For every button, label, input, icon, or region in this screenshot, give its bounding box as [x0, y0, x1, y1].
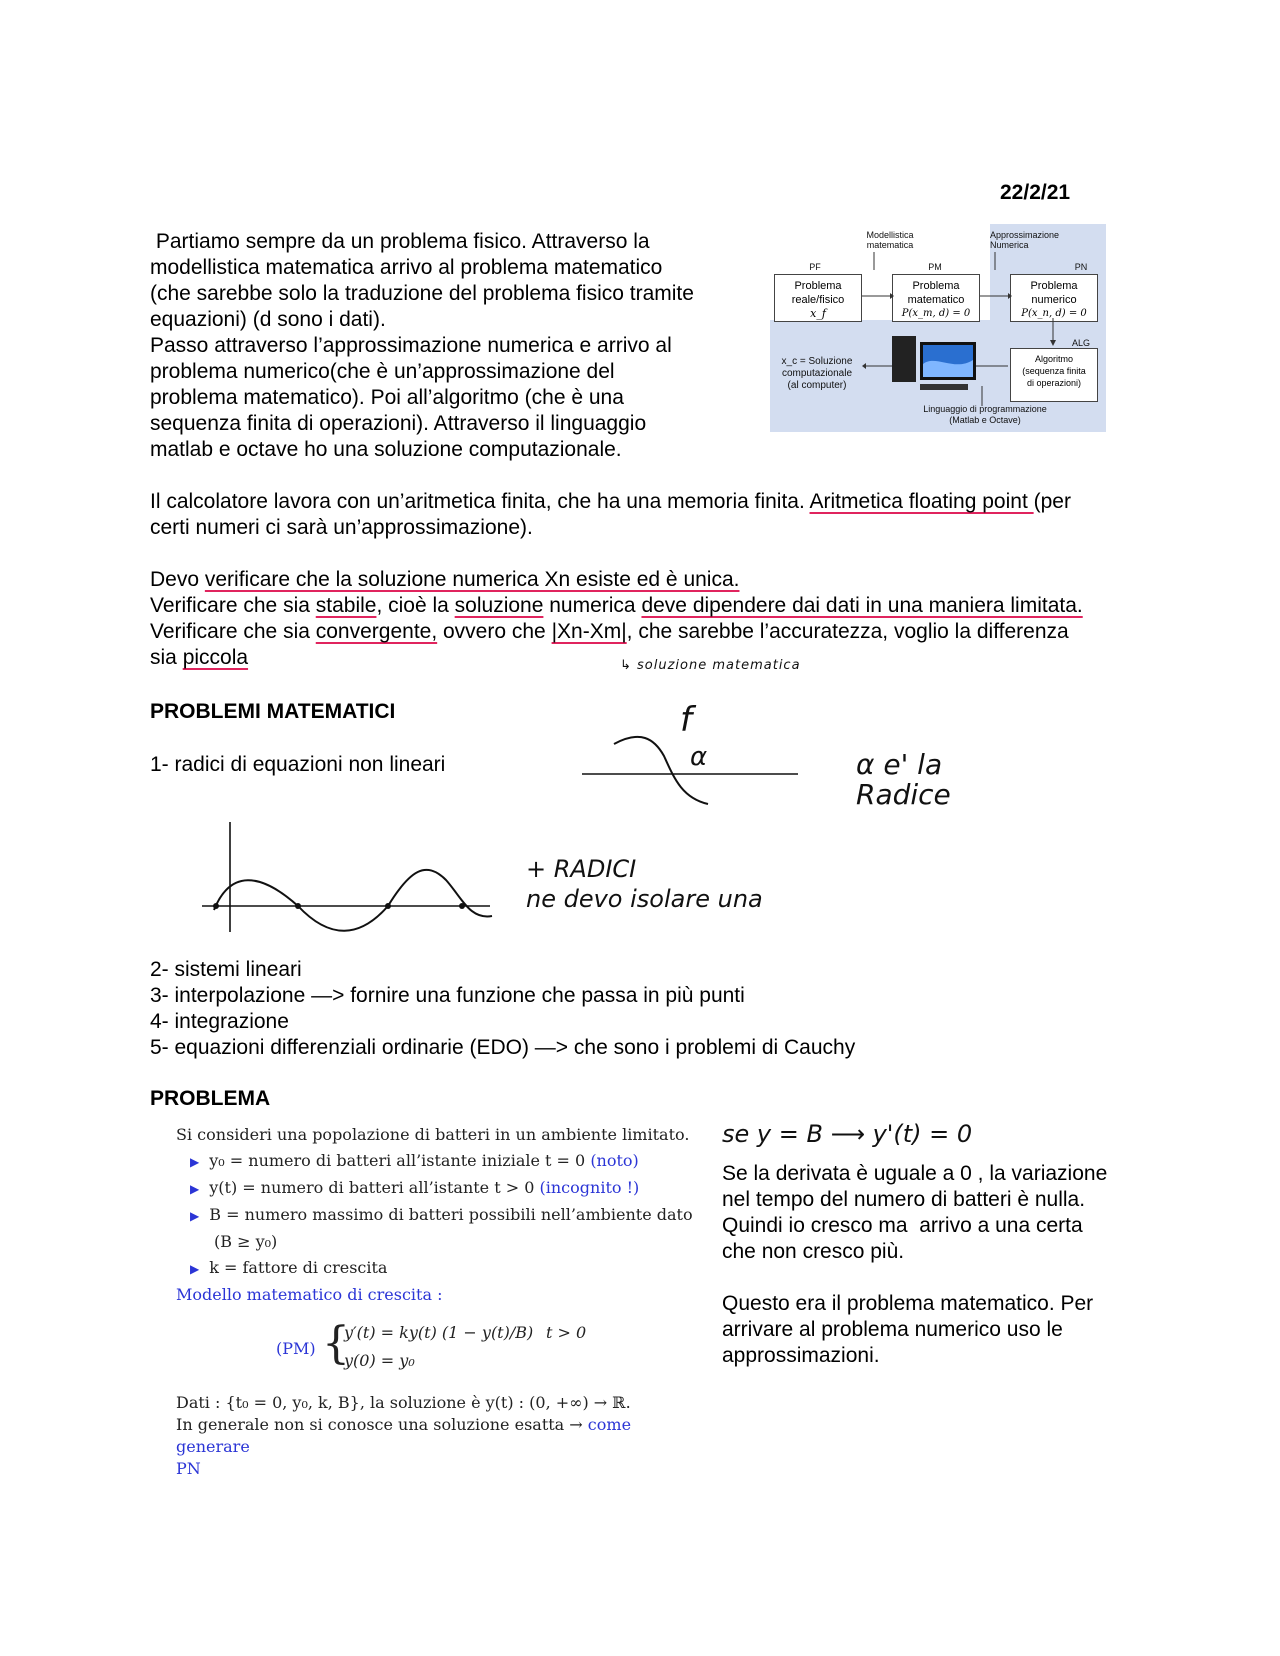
hand-line: Radice [856, 778, 951, 811]
pm-equation [176, 1316, 696, 1382]
text: certi numeri ci sarà un’approssimazione). [150, 516, 533, 539]
bullet-icon: ▶ [190, 1182, 200, 1196]
text: In generale non si conosce una soluzione esatta → [176, 1415, 588, 1434]
box-text: Problema [912, 280, 960, 292]
text-line: arrivare al problema numerico uso le [722, 1318, 1063, 1341]
underlined-text: convergente, [315, 620, 438, 643]
handwritten-f: f [680, 700, 692, 740]
text-line: Se la derivata è uguale a 0 , la variazione [722, 1162, 1108, 1185]
intro-paragraph [150, 229, 730, 463]
intro-line: matlab e octave ho una soluzione computazionale. [150, 438, 622, 461]
equation-2: y(0) = y₀ [344, 1351, 415, 1370]
approssimazione-label: Approssimazione Numerica [990, 230, 1060, 250]
pm-label: PM [928, 262, 942, 272]
pn-label: PN [1074, 262, 1088, 272]
text: ovvero che [437, 620, 552, 643]
handwritten-note-solution: ↳ soluzione matematica [620, 658, 801, 673]
text: sia [150, 646, 183, 669]
lang-text: Linguaggio di programmazione [923, 404, 1047, 414]
date: 22/2/21 [1000, 181, 1071, 204]
intro-line: (che sarebbe solo la traduzione del problema fisico tramite [150, 282, 694, 305]
box-text: matematico [907, 294, 965, 306]
box-text: Algoritmo [1034, 354, 1073, 364]
text-line: Quindi io cresco ma arrivo a una certa [722, 1214, 1083, 1237]
list-item-2: 2- sistemi lineari [150, 958, 302, 981]
bullet-4 [176, 1255, 696, 1282]
box-text: di operazioni) [1026, 378, 1082, 388]
bullet-text: k = fattore di crescita [209, 1258, 388, 1277]
list-item-3: 3- interpolazione —> fornire una funzione che passa in più punti [150, 984, 745, 1007]
text: Devo [150, 568, 205, 591]
bullet-icon: ▶ [190, 1262, 200, 1276]
text: Il calcolatore lavora con un’aritmetica finita, che ha una memoria finita. [150, 490, 810, 513]
bullet-1 [176, 1148, 696, 1175]
link-text: come generare [176, 1415, 632, 1456]
pf-label: PF [809, 262, 821, 272]
bullet-text: y₀ = numero di batteri all’istante iniziale t = 0 [209, 1151, 591, 1170]
hand-line: ne devo isolare una [526, 885, 763, 913]
alg-label: ALG [1071, 338, 1090, 348]
bullet-note: (incognito !) [539, 1178, 640, 1197]
text-line: Questo era il problema matematico. Per [722, 1292, 1094, 1315]
box-text: (sequenza finita [1022, 366, 1086, 376]
box-text: Problema [1030, 280, 1078, 292]
pm-label: (PM) [276, 1339, 316, 1358]
arithmetic-paragraph [150, 489, 1150, 541]
text: (per [1033, 490, 1071, 513]
text-line: approssimazioni. [722, 1344, 880, 1367]
intro-line: problema matematico). Poi all’algoritmo (che è una [150, 386, 624, 409]
box-text: Problema [794, 280, 842, 292]
sol-text: computazionale [781, 368, 853, 379]
box-text: P(x_m, d) = 0 [901, 308, 971, 319]
underlined-text: verificare che la soluzione numerica Xn esiste ed è unica. [204, 568, 740, 591]
bullet-text-cont: (B ≥ y₀) [214, 1232, 278, 1251]
list-item-5: 5- equazioni differenziali ordinarie (EDO) —> che sono i problemi di Cauchy [150, 1036, 856, 1059]
bullet-text: B = numero massimo di batteri possibili nell’ambiente dato [209, 1205, 693, 1224]
underlined-text: |Xn-Xm| [551, 620, 627, 643]
handwritten-se-y-b: se y = B ⟶ y'(t) = 0 [722, 1120, 973, 1148]
problem-intro: Si consideri una popolazione di batteri in un ambiente limitato. [176, 1125, 690, 1144]
bullet-text: y(t) = numero di batteri all’istante t > 0 [209, 1178, 540, 1197]
text: Verificare che sia [150, 594, 316, 617]
intro-line: Partiamo sempre da un problema fisico. Attraverso la [150, 230, 650, 253]
underlined-text: piccola [182, 646, 249, 669]
diagram-arrows [770, 236, 1106, 432]
language-label [920, 404, 1050, 426]
bullet-2 [176, 1175, 696, 1202]
general-line [176, 1414, 696, 1458]
equation-1: y′(t) = ky(t) (1 − y(t)/B) [344, 1323, 534, 1342]
bullet-3 [176, 1202, 696, 1229]
modellistica-label: Modellistica matematica [866, 230, 914, 250]
underlined-text: Aritmetica floating point [809, 490, 1034, 513]
verification-paragraph [150, 567, 1150, 671]
process-diagram [770, 230, 1106, 432]
box-text: x_f [810, 307, 826, 320]
intro-line: sequenza finita di operazioni). Attraverso il linguaggio [150, 412, 647, 435]
intro-line: modellistica matematica arrivo al problema matematico [150, 256, 663, 279]
model-label: Modello matematico di crescita : [176, 1285, 443, 1304]
sol-text: x_c = Soluzione [781, 356, 853, 367]
bullet-icon: ▶ [190, 1209, 200, 1223]
intro-line: equazioni) (d sono i dati). [150, 308, 386, 331]
heading-problemi-matematici: PROBLEMI MATEMATICI [150, 700, 396, 723]
text-line: che non cresco più. [722, 1240, 905, 1263]
heading-problema: PROBLEMA [150, 1087, 271, 1110]
bullet-note: (noto) [590, 1151, 639, 1170]
handwritten-alpha: α [690, 742, 708, 772]
text: numerica [543, 594, 642, 617]
text: , che sarebbe l’accuratezza, voglio la differenza [626, 620, 1069, 643]
underlined-text: soluzione [454, 594, 544, 617]
brace: { [322, 1318, 350, 1369]
data-line: Dati : {t₀ = 0, y₀, k, B}, la soluzione è y(t) : (0, +∞) → ℝ. [176, 1393, 631, 1412]
hand-line: + RADICI [526, 855, 637, 883]
multiple-roots-sketch [200, 820, 500, 940]
sol-text: (al computer) [787, 380, 847, 391]
intro-line: Passo attraverso l’approssimazione numerica e arrivo al [150, 334, 672, 357]
explanation-paragraph [722, 1161, 1142, 1369]
bullet-icon: ▶ [190, 1155, 200, 1169]
equation-1-condition: t > 0 [546, 1323, 587, 1342]
intro-line: problema numerico(che è un’approssimazione del [150, 360, 615, 383]
box-text: reale/fisico [791, 294, 845, 306]
lang-text: (Matlab e Octave) [949, 415, 1021, 425]
underlined-text: deve dipendere dai dati in una maniera limitata. [641, 594, 1083, 617]
list-item-4: 4- integrazione [150, 1010, 289, 1033]
link-text: PN [176, 1459, 201, 1478]
handwritten-more-roots [526, 854, 763, 914]
list-item-1: 1- radici di equazioni non lineari [150, 753, 446, 776]
hand-line: α e' la [856, 748, 943, 781]
underlined-text: stabile [315, 594, 377, 617]
problem-slide [176, 1122, 696, 1480]
text: , cioè la [376, 594, 455, 617]
handwritten-alpha-radice [856, 750, 951, 810]
box-text: P(x_n, d) = 0 [1021, 308, 1087, 319]
text: Verificare che sia [150, 620, 316, 643]
text-line: nel tempo del numero di batteri è nulla. [722, 1188, 1086, 1211]
box-text: numerico [1031, 294, 1077, 306]
